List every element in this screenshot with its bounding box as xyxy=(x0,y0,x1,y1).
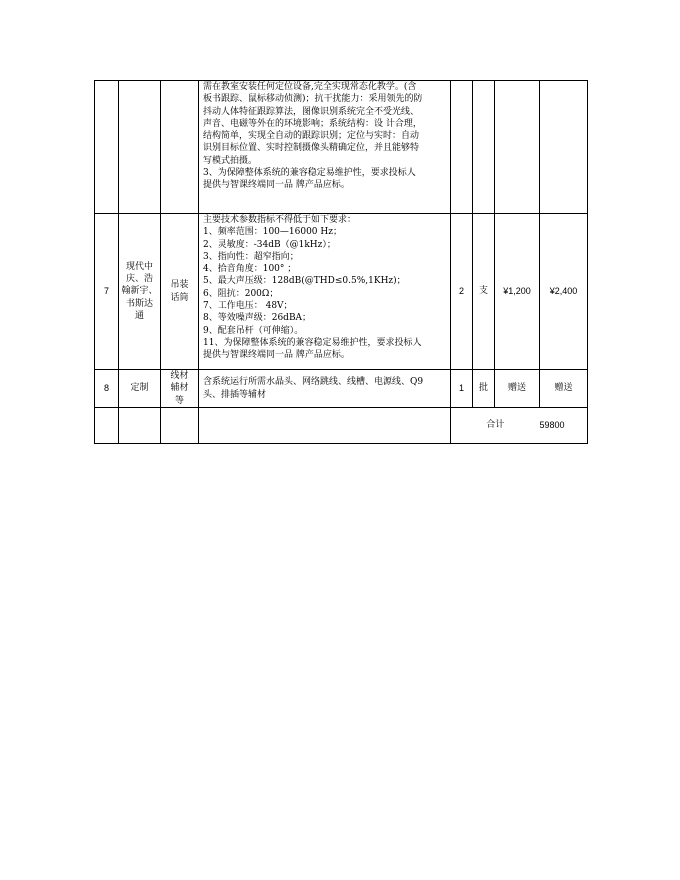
type-line: 话筒 xyxy=(170,292,189,303)
spec-line: 9、配套吊杆（可伸缩）。 xyxy=(203,325,304,336)
unit-cell xyxy=(473,81,495,214)
quotation-table xyxy=(94,80,588,444)
spec-line: 主要技术参数指标不得低于如下要求： xyxy=(203,215,357,225)
unit-price-cell: 赠送 xyxy=(495,370,540,408)
table-row xyxy=(95,370,588,408)
brand-cell xyxy=(119,81,161,214)
spec-line: 1、频率范围：100—16000 Hz； xyxy=(203,227,342,238)
index-cell xyxy=(95,408,119,444)
spec-line: 声音、电磁等外在的环境影响；系统结构：设 计合理， xyxy=(203,118,422,129)
spec-line: 3、为保障整体系统的兼容稳定易维护性，要求投标人 xyxy=(203,168,416,179)
spec-line: 6、阻抗：200Ω； xyxy=(203,288,279,299)
spec-line: 3、指向性：超窄指向； xyxy=(203,251,299,262)
brand-cell: 定制 xyxy=(119,370,161,408)
qty-cell: 1 xyxy=(451,370,473,408)
index-cell: 8 xyxy=(95,370,119,408)
spec-line: 写模式拍摄。 xyxy=(203,155,258,166)
unit-cell: 支 xyxy=(473,214,495,370)
type-cell xyxy=(161,81,199,214)
index-cell xyxy=(95,81,119,214)
brand-line: 现代中 xyxy=(125,261,153,272)
spec-cell xyxy=(199,214,451,370)
qty-cell: 2 xyxy=(451,214,473,370)
spec-line: 含系统运行所需水晶头、网络跳线、线槽、电源线、Q9 xyxy=(203,377,424,388)
spec-line: 头、排插等辅材 xyxy=(203,389,267,400)
type-line: 线材 xyxy=(170,371,189,382)
spec-line: 7、工作电压： 48V； xyxy=(203,301,293,312)
unit-cell: 批 xyxy=(473,370,495,408)
total-cell: 赠送 xyxy=(540,370,588,408)
type-line: 吊装 xyxy=(170,280,189,291)
type-cell xyxy=(161,370,199,408)
spec-cell xyxy=(199,408,451,444)
type-line: 等 xyxy=(174,395,184,406)
spec-line: 提供与智课终端同一品 牌产品应标。 xyxy=(203,350,350,361)
total-cell: ¥2,400 xyxy=(540,214,588,370)
index-cell: 7 xyxy=(95,214,119,370)
spec-line: 提供与智课终端同一品 牌产品应标。 xyxy=(203,180,350,191)
spec-cell xyxy=(199,81,451,214)
type-line: 辅材 xyxy=(170,383,189,394)
spec-line: 4、拾音角度：100° ； xyxy=(203,264,297,275)
total-value: 59800 xyxy=(540,408,588,444)
spec-cell xyxy=(199,370,451,408)
brand-cell xyxy=(119,214,161,370)
spec-line: 结构简单，实现全自动的跟踪识别；定位与实时：自动 xyxy=(203,131,420,142)
spec-line: 识别目标位置、实时控制摄像头精确定位，并且能够特 xyxy=(203,143,420,154)
brand-line: 书斯达 xyxy=(125,298,153,309)
type-cell xyxy=(161,408,199,444)
brand-line: 翰新宇、 xyxy=(121,286,158,297)
spec-line: 11、为保障整体系统的兼容稳定易维护性，要求投标人 xyxy=(203,337,422,348)
type-cell xyxy=(161,214,199,370)
table-row xyxy=(95,81,588,214)
spec-line: 5、最大声压级：128dB(@THD≤0.5%,1KHz)； xyxy=(203,276,406,287)
spec-line: 抖动人体特征跟踪算法，图像识别系统完全不受光线、 xyxy=(203,106,420,117)
spec-line: 板书跟踪、鼠标移动侦测)；抗干扰能力：采用领先的防 xyxy=(203,94,423,105)
table-row xyxy=(95,214,588,370)
brand-line: 庆、浩 xyxy=(125,274,153,285)
spec-line: 8、等效噪声级：26dBA； xyxy=(203,313,312,324)
brand-cell xyxy=(119,408,161,444)
unit-price-cell: ¥1,200 xyxy=(495,214,540,370)
total-row xyxy=(95,408,588,444)
total-cell xyxy=(540,81,588,214)
brand-line: 通 xyxy=(134,310,144,321)
spec-line: 2、灵敏度：-34dB（@1kHz）； xyxy=(203,239,336,250)
total-label: 合计 xyxy=(451,408,540,444)
unit-price-cell xyxy=(495,81,540,214)
spec-line: 需在教室安装任何定位设备,完全实现常态化教学。(含 xyxy=(203,82,417,92)
qty-cell xyxy=(451,81,473,214)
